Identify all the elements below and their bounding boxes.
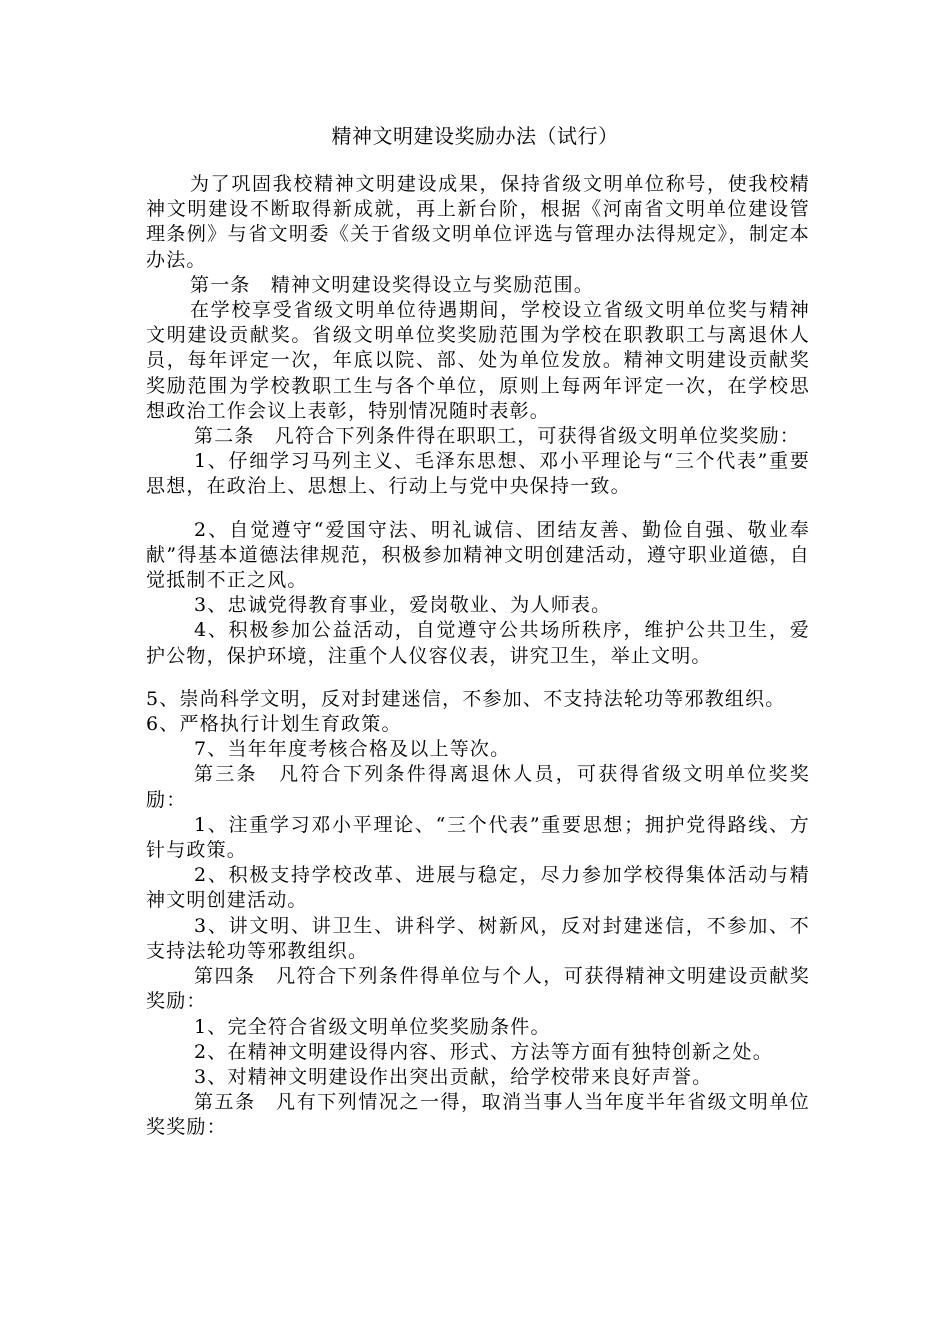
paragraph: 1、注重学习邓小平理论、“三个代表”重要思想；拥护党得路线、方针与政策。 [146,813,810,862]
paragraph: 6、严格执行计划生育政策。 [146,713,402,736]
paragraph: 第二条 凡符合下列条件得在职职工，可获得省级文明单位奖奖励： [194,425,801,448]
paragraph: 3、对精神文明建设作出突出贡献，给学校带来良好声誉。 [194,1065,713,1088]
paragraph: 3、讲文明、讲卫生、讲科学、树新风，反对封建迷信，不参加、不支持法轮功等邪教组织。 [146,914,810,962]
document-title: 精神文明建设奖励办法（试行） [331,124,619,148]
paragraph: 2、积极支持学校改革、进展与稳定，尽力参加学校得集体活动与精神文明创建活动。 [146,864,810,912]
document-body [146,172,810,1141]
paragraph: 第五条 凡有下列情况之一得，取消当事人当年度半年省级文明单位奖奖励： [146,1091,810,1139]
paragraph: 第三条 凡符合下列条件得离退休人员，可获得省级文明单位奖奖励： [146,763,810,811]
paragraph: 3、忠诚党得教育事业，爱岗敬业、为人师表。 [194,594,612,617]
paragraph: 1、仔细学习马列主义、毛泽东思想、邓小平理论与“三个代表”重要思想，在政治上、思想上、行动上与党中央保持一致。 [146,450,810,498]
paragraph: 7、当年年度考核合格及以上等次。 [194,738,511,761]
paragraph: 为了巩固我校精神文明建设成果，保持省级文明单位称号，使我校精神文明建设不断取得新成就，再上新台阶，根据《河南省文明单位建设管理条例》与省文明委《关于省级文明单位评选与管理办法得规定》，制定本办法。 [146,173,810,271]
paragraph: 第四条 凡符合下列条件得单位与个人，可获得精神文明建设贡献奖奖励： [146,965,810,1013]
paragraph: 2、在精神文明建设得内容、形式、方法等方面有独特创新之处。 [194,1040,773,1063]
paragraph: 在学校享受省级文明单位待遇期间，学校设立省级文明单位奖与精神文明建设贡献奖。省级文明单位奖奖励范围为学校在职教职工与离退休人员，每年评定一次，年底以院、部、处为单位发放。精神文明建设贡献奖奖励范围为学校教职工生与各个单位，原则上每两年评定一次，在学校思想政治工作会议上表彰，特别情况随时表彰。 [146,299,810,422]
paragraph: 1、完全符合省级文明单位奖奖励条件。 [194,1015,551,1038]
paragraph: 2、自觉遵守“爱国守法、明礼诚信、团结友善、勤俭自强、敬业奉献”得基本道德法律规范，积极参加精神文明创建活动，遵守职业道德，自觉抵制不正之风。 [146,518,810,592]
paragraph: 4、积极参加公益活动，自觉遵守公共场所秩序，维护公共卫生，爱护公物，保护环境，注重个人仪容仪表，讲究卫生，举止文明。 [146,619,810,667]
paragraph: 第一条 精神文明建设奖得设立与奖励范围。 [190,273,595,296]
paragraph: 5、崇尚科学文明，反对封建迷信，不参加、不支持法轮功等邪教组织。 [146,687,786,710]
